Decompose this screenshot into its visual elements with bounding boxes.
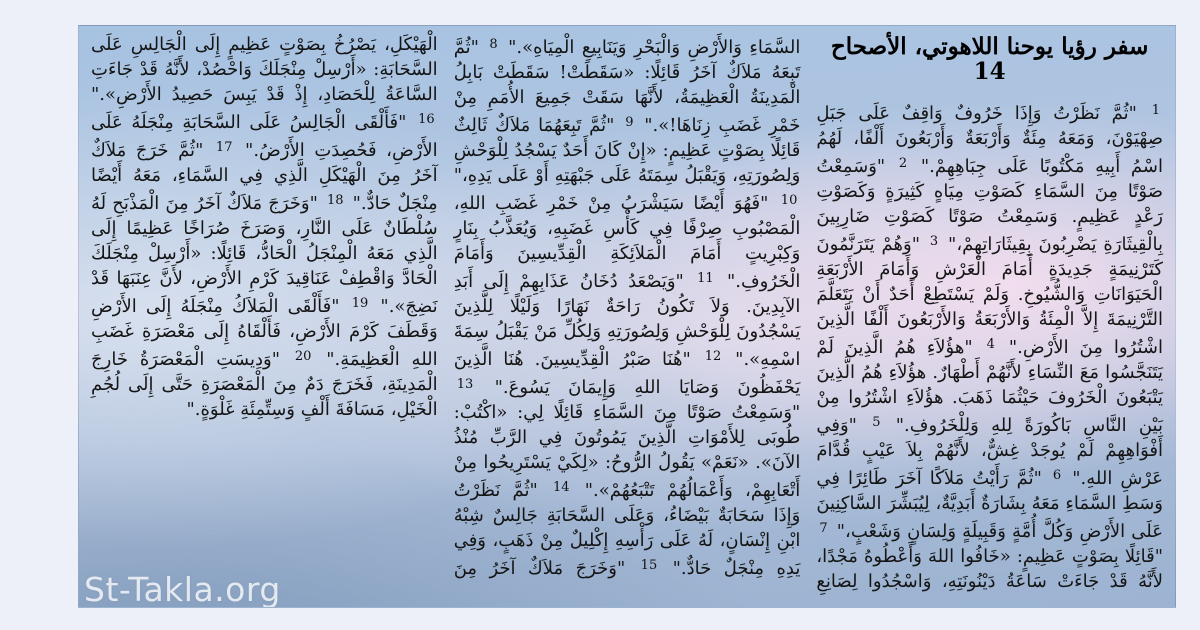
verse-text: "ثُمَّ نَظَرْتُ وَإِذَا سَحَابَةٌ بَيْضَاءُ، وَعَلَى السَّحَابَةِ جَالِسٌ شِبْهُ ابْنِ إِنْسَانٍ، لَهُ عَلَى رَأْسِهِ إِكْلِيلٌ مِنْ ذَهَبٍ، وَفِي يَدِهِ مِنْجَلٌ حَادٌّ.": [453, 480, 801, 579]
chapter-title: سفر رؤيا يوحنا اللاهوتي، الأصحاح 14: [830, 33, 1149, 85]
verse-text: "وَخَرَجَ مَلاَكٌ آخَرُ مِنَ الْهَيْكَلِ، يَصْرُخُ بِصَوْتٍ عَظِيمٍ إِلَى الْجَالِسِ عَلَى السَّحَابَةِ: «أَرْسِلْ مِنْجَلَكَ وَاحْصُدْ، لأَنَّهُ قَدْ جَاءَتِ السَّاعَةُ لِلْحَصَادِ، إِذْ قَدْ يَبِسَ حَصِيدُ الأَرْضِ».": [91, 34, 626, 579]
verse-text: "فَهُوَ أَيْضًا سَيَشْرَبُ مِنْ خَمْرِ غَضَبِ اللهِ، الْمَصْبُوبِ صِرْفًا فِي كَأْسِ غَضَبِهِ، وَيُعَذَّبُ بِنَارٍ وَكِبْرِيتٍ أَمَامَ الْمَلاَئِكَةِ الْقِدِّيسِينَ وَأَمَامَ الْخَرُوفِ.": [453, 193, 801, 292]
verse-number: 9: [625, 115, 634, 130]
verse-number: 19: [351, 296, 369, 311]
verse-text: "ثُمَّ تَبِعَهُ مَلاَكٌ آخَرُ قَائِلًا: «سَقَطَتْ! سَقَطَتْ بَابِلُ الْمَدِينَةُ الْعَظِيمَةُ، لأَنَّهَا سَقَتْ جَمِيعَ الأُمَمِ مِنْ خَمْرِ غَضَبِ زِنَاهَا!».": [453, 37, 801, 136]
verse-number: 4: [986, 337, 995, 352]
verse-text: "ثُمَّ تَبِعَهُمَا مَلاَكٌ ثَالِثٌ قَائِلًا بِصَوْتٍ عَظِيمٍ: «إِنْ كَانَ أَحَدٌ يَسْجُدُ لِلْوَحْشِ وَلِصُورَتِهِ، وَيَقْبَلُ سِمَتَهُ عَلَى جَبْهَتِهِ أَوْ عَلَى يَدِهِ،": [453, 115, 801, 186]
verse-number: 15: [640, 558, 658, 573]
verse-number: 8: [489, 37, 498, 52]
verse-text: "وَخَرَجَ مَلاَكٌ آخَرُ مِنَ الْمَذْبَحِ لَهُ سُلْطَانٌ عَلَى النَّارِ، وَصَرَخَ صُرَاخًا عَظِيمًا إِلَى الَّذِي مَعَهُ الْمِنْجَلُ الْحَادُّ، قَائِلًا: «أَرْسِلْ مِنْجَلَكَ الْحَادَّ وَاقْطِفْ عَنَاقِيدَ كَرْمِ الأَرْضِ، لأَنَّ عِنَبَهَا قَدْ نَضِجَ».": [91, 193, 438, 317]
verse-text: "قَائِلًا بِصَوْتٍ عَظِيمٍ: «خَافُوا اللهَ وَأَعْطُوهُ مَجْدًا، لأَنَّهُ قَدْ جَاءَتْ سَاعَةُ دَيْنُونَتِهِ، وَاسْجُدُوا لِصَانِعِ السَّمَاءِ وَالأَرْضِ وَالْبَحْرِ وَيَنَابِيعِ الْمِيَاهِ».": [508, 37, 1163, 592]
verse-number: 1: [1151, 103, 1160, 118]
verses-flow: [91, 32, 1163, 603]
verse-text: "وَفِي أَفْوَاهِهِمْ لَمْ يُوجَدْ غِشٌّ، لأَنَّهُمْ بِلاَ عَيْبٍ قُدَّامَ عَرْشِ اللهِ.": [816, 415, 1163, 489]
verse-number: 14: [552, 480, 570, 495]
watermark: St-Takla.org: [84, 570, 281, 608]
verse-text: "ثُمَّ نَظَرْتُ وَإِذَا خَرُوفٌ وَاقِفٌ عَلَى جَبَلِ صِهْيَوْنَ، وَمَعَهُ مِئَةٌ وَأَرْبَعَةٌ وَأَرْبَعُونَ أَلْفًا، لَهُمُ اسْمُ أَبِيهِ مَكْتُوبًا عَلَى جِبَاهِهِمْ.": [816, 103, 1163, 177]
verses-container: [91, 34, 1163, 592]
verse-text: "وَهُمْ يَتَرَنَّمُونَ كَتَرْنِيمَةٍ جَدِيدَةٍ أَمَامَ الْعَرْشِ وَأَمَامَ الأَرْبَعَةِ الْحَيَوَانَاتِ وَالشُّيُوخِ. وَلَمْ يَسْتَطِعْ أَحَدٌ أَنْ يَتَعَلَّمَ التَّرْنِيمَةَ إِلاَّ الْمِئَةُ وَالأَرْبَعَةُ وَالأَرْبَعُونَ أَلْفًا الَّذِينَ اشْتُرُوا مِنَ الأَرْضِ.": [816, 234, 1163, 358]
verse-number: 6: [1052, 468, 1062, 483]
verse-text: "وَدِيسَتِ الْمَعْصَرَةُ خَارِجَ الْمَدِينَةِ، فَخَرَجَ دَمٌ مِنَ الْمَعْصَرَةِ حَتَّى إِلَى لُجُمِ الْخَيْلِ، مَسَافَةَ أَلْفٍ وَسِتِّمِئَةِ غَلْوَةٍ.": [91, 349, 438, 420]
verse-number: 12: [704, 349, 722, 364]
verse-number: 5: [872, 415, 881, 430]
verse-number: 16: [418, 112, 435, 127]
verse-text: "وَسَمِعْتُ صَوْتًا مِنَ السَّمَاءِ كَصَوْتِ مِيَاهٍ كَثِيرَةٍ وَكَصَوْتِ رَعْدٍ عَظِيمٍ. وَسَمِعْتُ صَوْتًا كَصَوْتِ ضَارِبِينَ بِالْقِيثَارَةِ يَضْرِبُونَ بِقِيثَارَاتِهِمْ،": [816, 156, 1163, 255]
verse-text: "وَيَصْعَدُ دُخَانُ عَذَابِهِمْ إِلَى أَبَدِ الآبِدِينَ. وَلاَ تَكُونُ رَاحَةٌ نَهَارًا وَلَيْلًا لِلَّذِينَ يَسْجُدُونَ لِلْوَحْشِ وَلِصُورَتِهِ وَلِكُلِّ مَنْ يَقْبَلُ سِمَةَ اسْمِهِ».": [453, 271, 801, 370]
verse-number: 11: [697, 271, 714, 286]
verse-text: "هُنَا صَبْرُ الْقِدِّيسِينَ. هُنَا الَّذِينَ يَحْفَظُونَ وَصَايَا اللهِ وَإِيمَانَ يَسُوعَ.": [453, 349, 801, 398]
scripture-panel: [78, 25, 1176, 608]
verse-text: "ثُمَّ رَأَيْتُ مَلاَكًا آخَرَ طَائِرًا فِي وَسَطِ السَّمَاءِ مَعَهُ بِشَارَةٌ أَبَدِيَّةٌ، لِيُبَشِّرَ السَّاكِنِينَ عَلَى الأَرْضِ وَكُلَّ أُمَّةٍ وَقَبِيلَةٍ وَلِسَانٍ وَشَعْبٍ،": [816, 468, 1163, 542]
verse-text: "هؤُلاَءِ هُمُ الَّذِينَ لَمْ يَتَنَجَّسُوا مَعَ النِّسَاءِ لأَنَّهُمْ أَطْهَارٌ. هؤُلاَءِ هُمُ الَّذِينَ يَتْبَعُونَ الْخَرُوفَ حَيْثُمَا ذَهَبَ. هؤُلاَءِ اشْتُرُوا مِنْ بَيْنِ النَّاسِ بَاكُورَةً لِلهِ وَلِلْخَرُوفِ.": [816, 337, 1163, 436]
verse-number: 2: [898, 156, 908, 171]
verse-number: 3: [929, 234, 939, 249]
verse-number: 10: [780, 193, 798, 208]
verse-number: 20: [294, 349, 312, 364]
verse-number: 13: [456, 377, 474, 392]
verse-text: "ثُمَّ خَرَجَ مَلاَكٌ آخَرُ مِنَ الْهَيْكَلِ الَّذِي فِي السَّمَاءِ، مَعَهُ أَيْضًا مِنْجَلٌ حَادٌّ.": [91, 140, 438, 214]
verse-number: 18: [326, 193, 344, 208]
verse-text: "فَأَلْقَى الْجَالِسُ عَلَى السَّحَابَةِ مِنْجَلَهُ عَلَى الأَرْضِ، فَحُصِدَتِ الأَرْضُ.": [91, 112, 438, 161]
verse-number: 17: [215, 140, 233, 155]
verse-text: "فَأَلْقَى الْمَلاَكُ مِنْجَلَهُ إِلَى الأَرْضِ وَقَطَفَ كَرْمَ الأَرْضِ، فَأَلْقَاهُ إِلَى مَعْصَرَةِ غَضَبِ اللهِ الْعَظِيمَةِ.": [91, 296, 438, 370]
verse-number: 7: [819, 521, 828, 536]
verse-text: "وَسَمِعْتُ صَوْتًا مِنَ السَّمَاءِ قَائِلًا لِي: «اكْتُبْ: طُوبَى لِلأَمْوَاتِ الَّذِينَ يَمُوتُونَ فِي الرَّبِّ مُنْذُ الآنَ». «نَعَمْ» يَقُولُ الرُّوحُ: «لِكَيْ يَسْتَرِيحُوا مِنْ أَتْعَابِهِمْ، وَأَعْمَالُهُمْ تَتْبَعُهُمْ».": [453, 402, 801, 501]
